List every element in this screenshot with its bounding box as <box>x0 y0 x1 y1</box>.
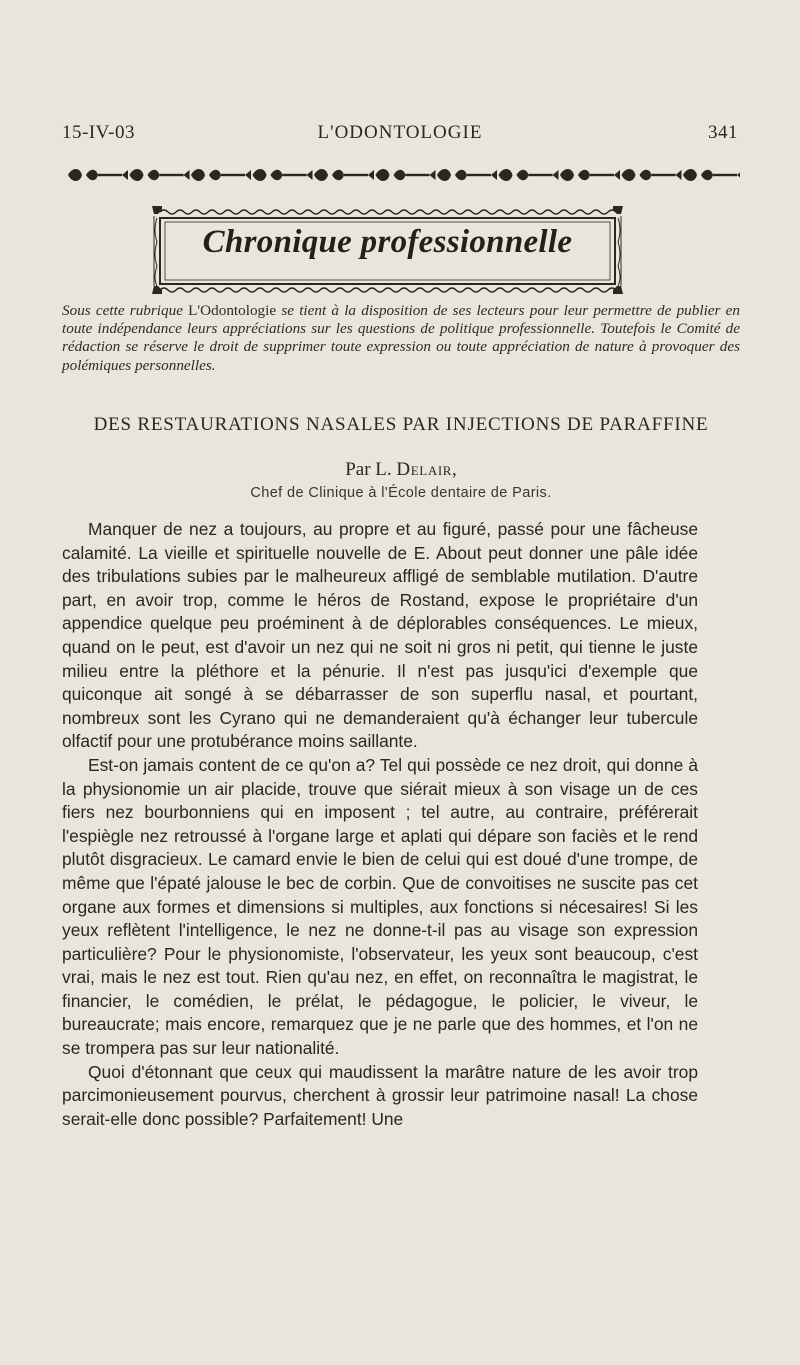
section-introduction <box>62 302 740 375</box>
intro-text-rest: se tient à la disposition de ses lecteurs pour leur permettre de publier en toute indépendance leurs appréciations sur les questions de politique professionnelle. Toutefois le Comité de rédaction se réserve le droit de supprimer toute expression ou toute appréciation de nature à provoquer des polémiques personnelles. <box>62 302 740 374</box>
ornament-link <box>499 169 559 181</box>
intro-journal-name: L'Odontologie <box>188 302 277 319</box>
section-title: Chronique professionnelle <box>202 224 573 260</box>
ornament-link <box>191 169 251 181</box>
intro-text-start: Sous cette rubrique <box>62 302 189 319</box>
journal-title: L'ODONTOLOGIE <box>317 122 483 143</box>
byline-prefix: Par L. <box>345 459 397 480</box>
author-name: Delair <box>396 459 453 480</box>
running-head <box>62 122 738 146</box>
article-title: DES RESTAURATIONS NASALES PAR INJECTIONS DE PARAFFINE <box>93 414 709 435</box>
ornament-link <box>560 169 620 181</box>
ornament-link <box>376 169 436 181</box>
ornament-link <box>622 169 682 181</box>
page-number: 341 <box>708 122 738 143</box>
ornament-link <box>437 169 497 181</box>
ornament-link <box>253 169 313 181</box>
article-body <box>62 518 698 1131</box>
issue-date: 15-IV-03 <box>62 122 135 143</box>
ornament-link <box>683 169 740 181</box>
author-affiliation: Chef de Clinique à l'École dentaire de Paris. <box>250 485 552 501</box>
ornament-link <box>68 169 128 181</box>
ornament-link <box>130 169 190 181</box>
byline-suffix: , <box>452 459 457 480</box>
byline <box>62 459 740 481</box>
ornament-link <box>314 169 374 181</box>
paragraph: Quoi d'étonnant que ceux qui maudissent la marâtre nature de les avoir trop parcimonieusement pourvus, cherchent à grossir leur patrimoine nasal! La chose serait-elle donc possible? Parfaitement! Une <box>62 1061 698 1129</box>
paragraph: Est-on jamais content de ce qu'on a? Tel qui possède ce nez droit, qui donne à la physionomie un air placide, trouve que siérait mieux à son visage un de ces fiers nez bourbonniens qui en imposent ; tel autre, au contraire, préférerait l'espiègle nez retroussé à l'organe large et aplati qui dépare son faciès et le rend plutôt disgracieux. Le camard envie le bien de celui qui est doué d'une trompe, de même que l'épaté jalouse le bec de corbin. Que de convoitises ne suscite pas cet organe aux formes et dimensions si multiples, aux fonctions si nécesaires! Si les yeux reflètent l'intelligence, le nez ne donne-t-il pas au visage son expression particulière? Pour le physionomiste, l'observateur, les yeux sont beaucoup, c'est vrai, mais le nez est tout. Rien qu'au nez, en effet, on reconnaîtra le magistrat, le financier, le comédien, le prélat, le pédagogue, le policier, le viveur, le bureaucrate; mais encore, remarquez que je ne parle que des hommes, et l'on ne se trompera pas sur leur nationalité. <box>62 754 698 1059</box>
paragraph: Manquer de nez a toujours, au propre et au figuré, passé pour une fâcheuse calamité. La vieille et spirituelle nouvelle de E. About peut donner une pâle idée des tribulations subies par le malheureux affligé de semblable mutilation. D'autre part, en avoir trop, comme le héros de Rostand, expose le propriétaire d'un appendice quelque peu proéminent à de déplorables conséquences. Le mieux, quand on le peut, est d'avoir un nez qui ne soit ni gros ni petit, qui tienne le juste milieu entre la pléthore et la pénurie. Il n'est pas jusqu'ici d'exemple que quiconque ait songé à se débarrasser de son superflu nasal, et pourtant, nombreux sont les Cyrano qui ne demanderaient qu'à échanger leur tubercule olfactif pour une protubérance moins saillante. <box>62 519 698 752</box>
ornamental-rule <box>64 164 740 186</box>
